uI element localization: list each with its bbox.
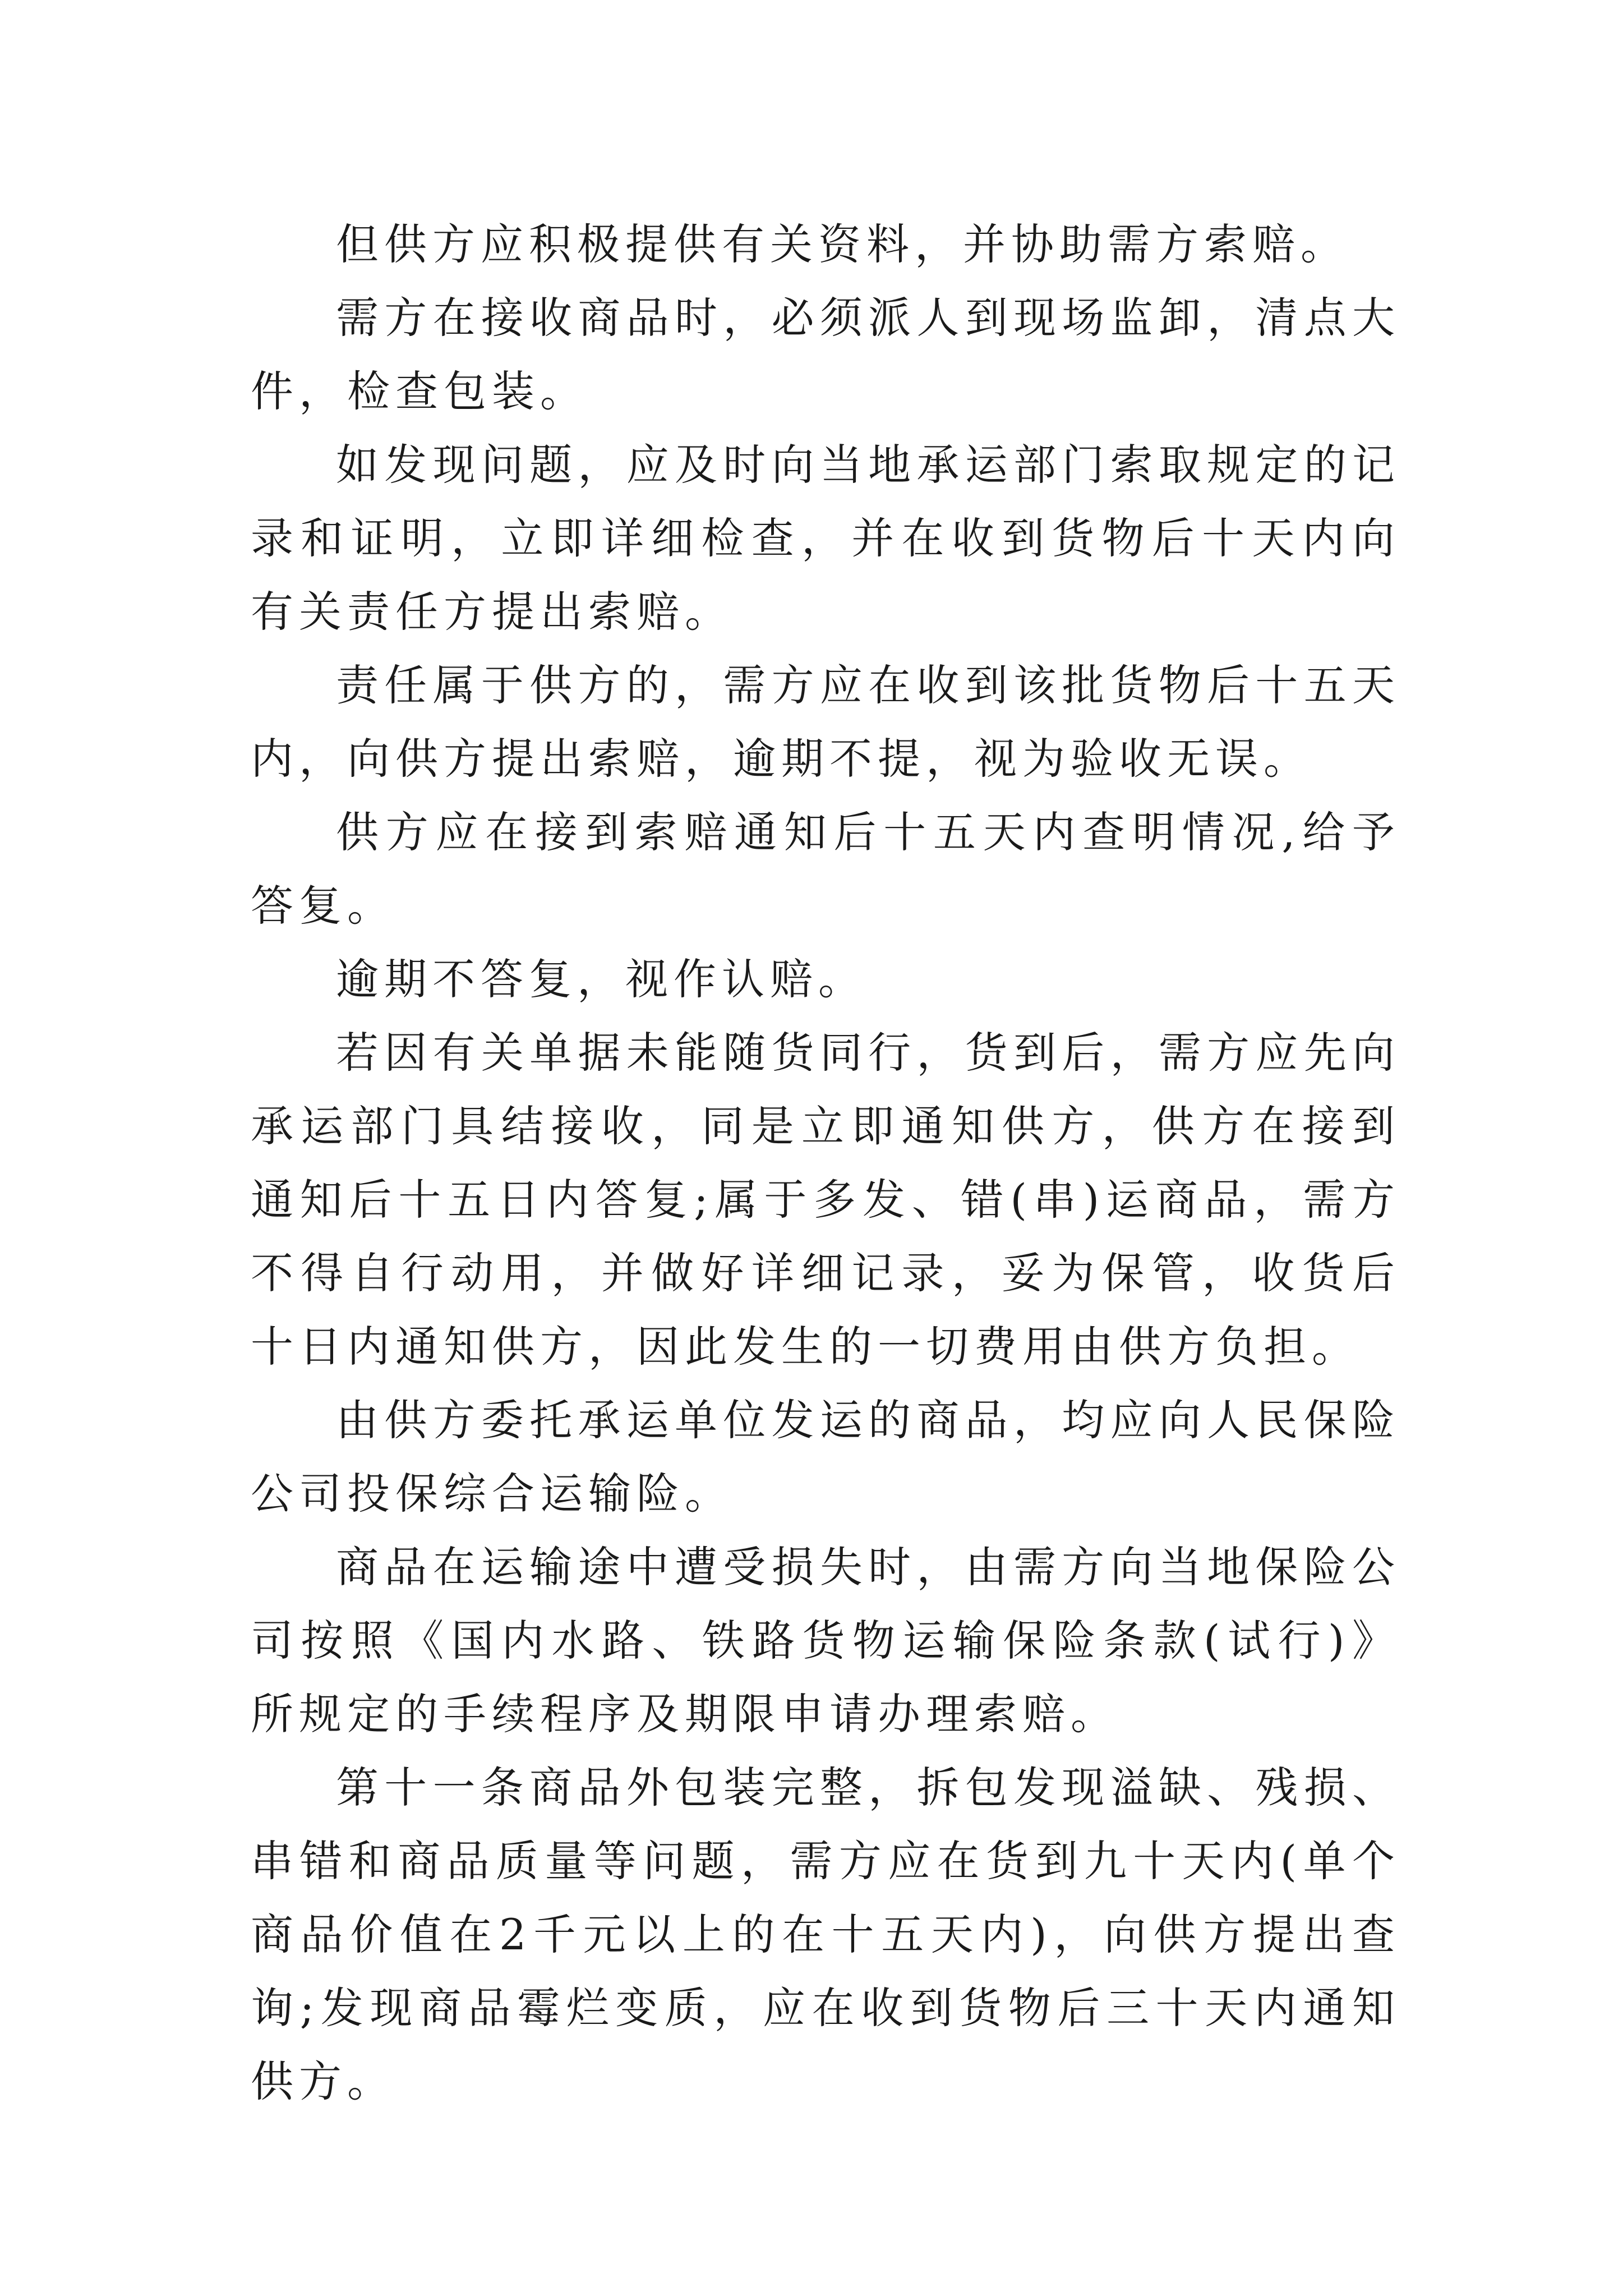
paragraph: 供方应在接到索赔通知后十五天内查明情况,给予答复。 [251,807,1400,931]
paragraph: 商品在运输途中遭受损失时，由需方向当地保险公司按照《国内水路、铁路货物运输保险条款(试行)》所规定的手续程序及期限申请办理索赔。 [251,1542,1400,1739]
paragraph: 如发现问题，应及时向当地承运部门索取规定的记录和证明，立即详细检查，并在收到货物后十天内向有关责任方提出索赔。 [251,440,1400,637]
document-body [251,208,1400,2118]
paragraph: 需方在接收商品时，必须派人到现场监卸，清点大件，检查包装。 [251,293,1400,416]
paragraph: 由供方委托承运单位发运的商品，均应向人民保险公司投保综合运输险。 [251,1395,1400,1519]
paragraph: 逾期不答复，视作认赔。 [336,954,866,1004]
paragraph: 第十一条商品外包装完整，拆包发现溢缺、残损、串错和商品质量等问题，需方应在货到九十天内(单个商品价值在2千元以上的在十五天内)，向供方提出查询;发现商品霉烂变质，应在收到货物后三十天内通知供方。 [251,1763,1400,2106]
paragraph: 若因有关单据未能随货同行，货到后，需方应先向承运部门具结接收，同是立即通知供方，供方在接到通知后十五日内答复;属于多发、错(串)运商品，需方不得自行动用，并做好详细记录，妥为保管，收货后十日内通知供方，因此发生的一切费用由供方负担。 [251,1028,1400,1372]
paragraph: 责任属于供方的，需方应在收到该批货物后十五天内，向供方提出索赔，逾期不提，视为验收无误。 [251,660,1400,784]
paragraph: 但供方应积极提供有关资料，并协助需方索赔。 [336,219,1349,269]
